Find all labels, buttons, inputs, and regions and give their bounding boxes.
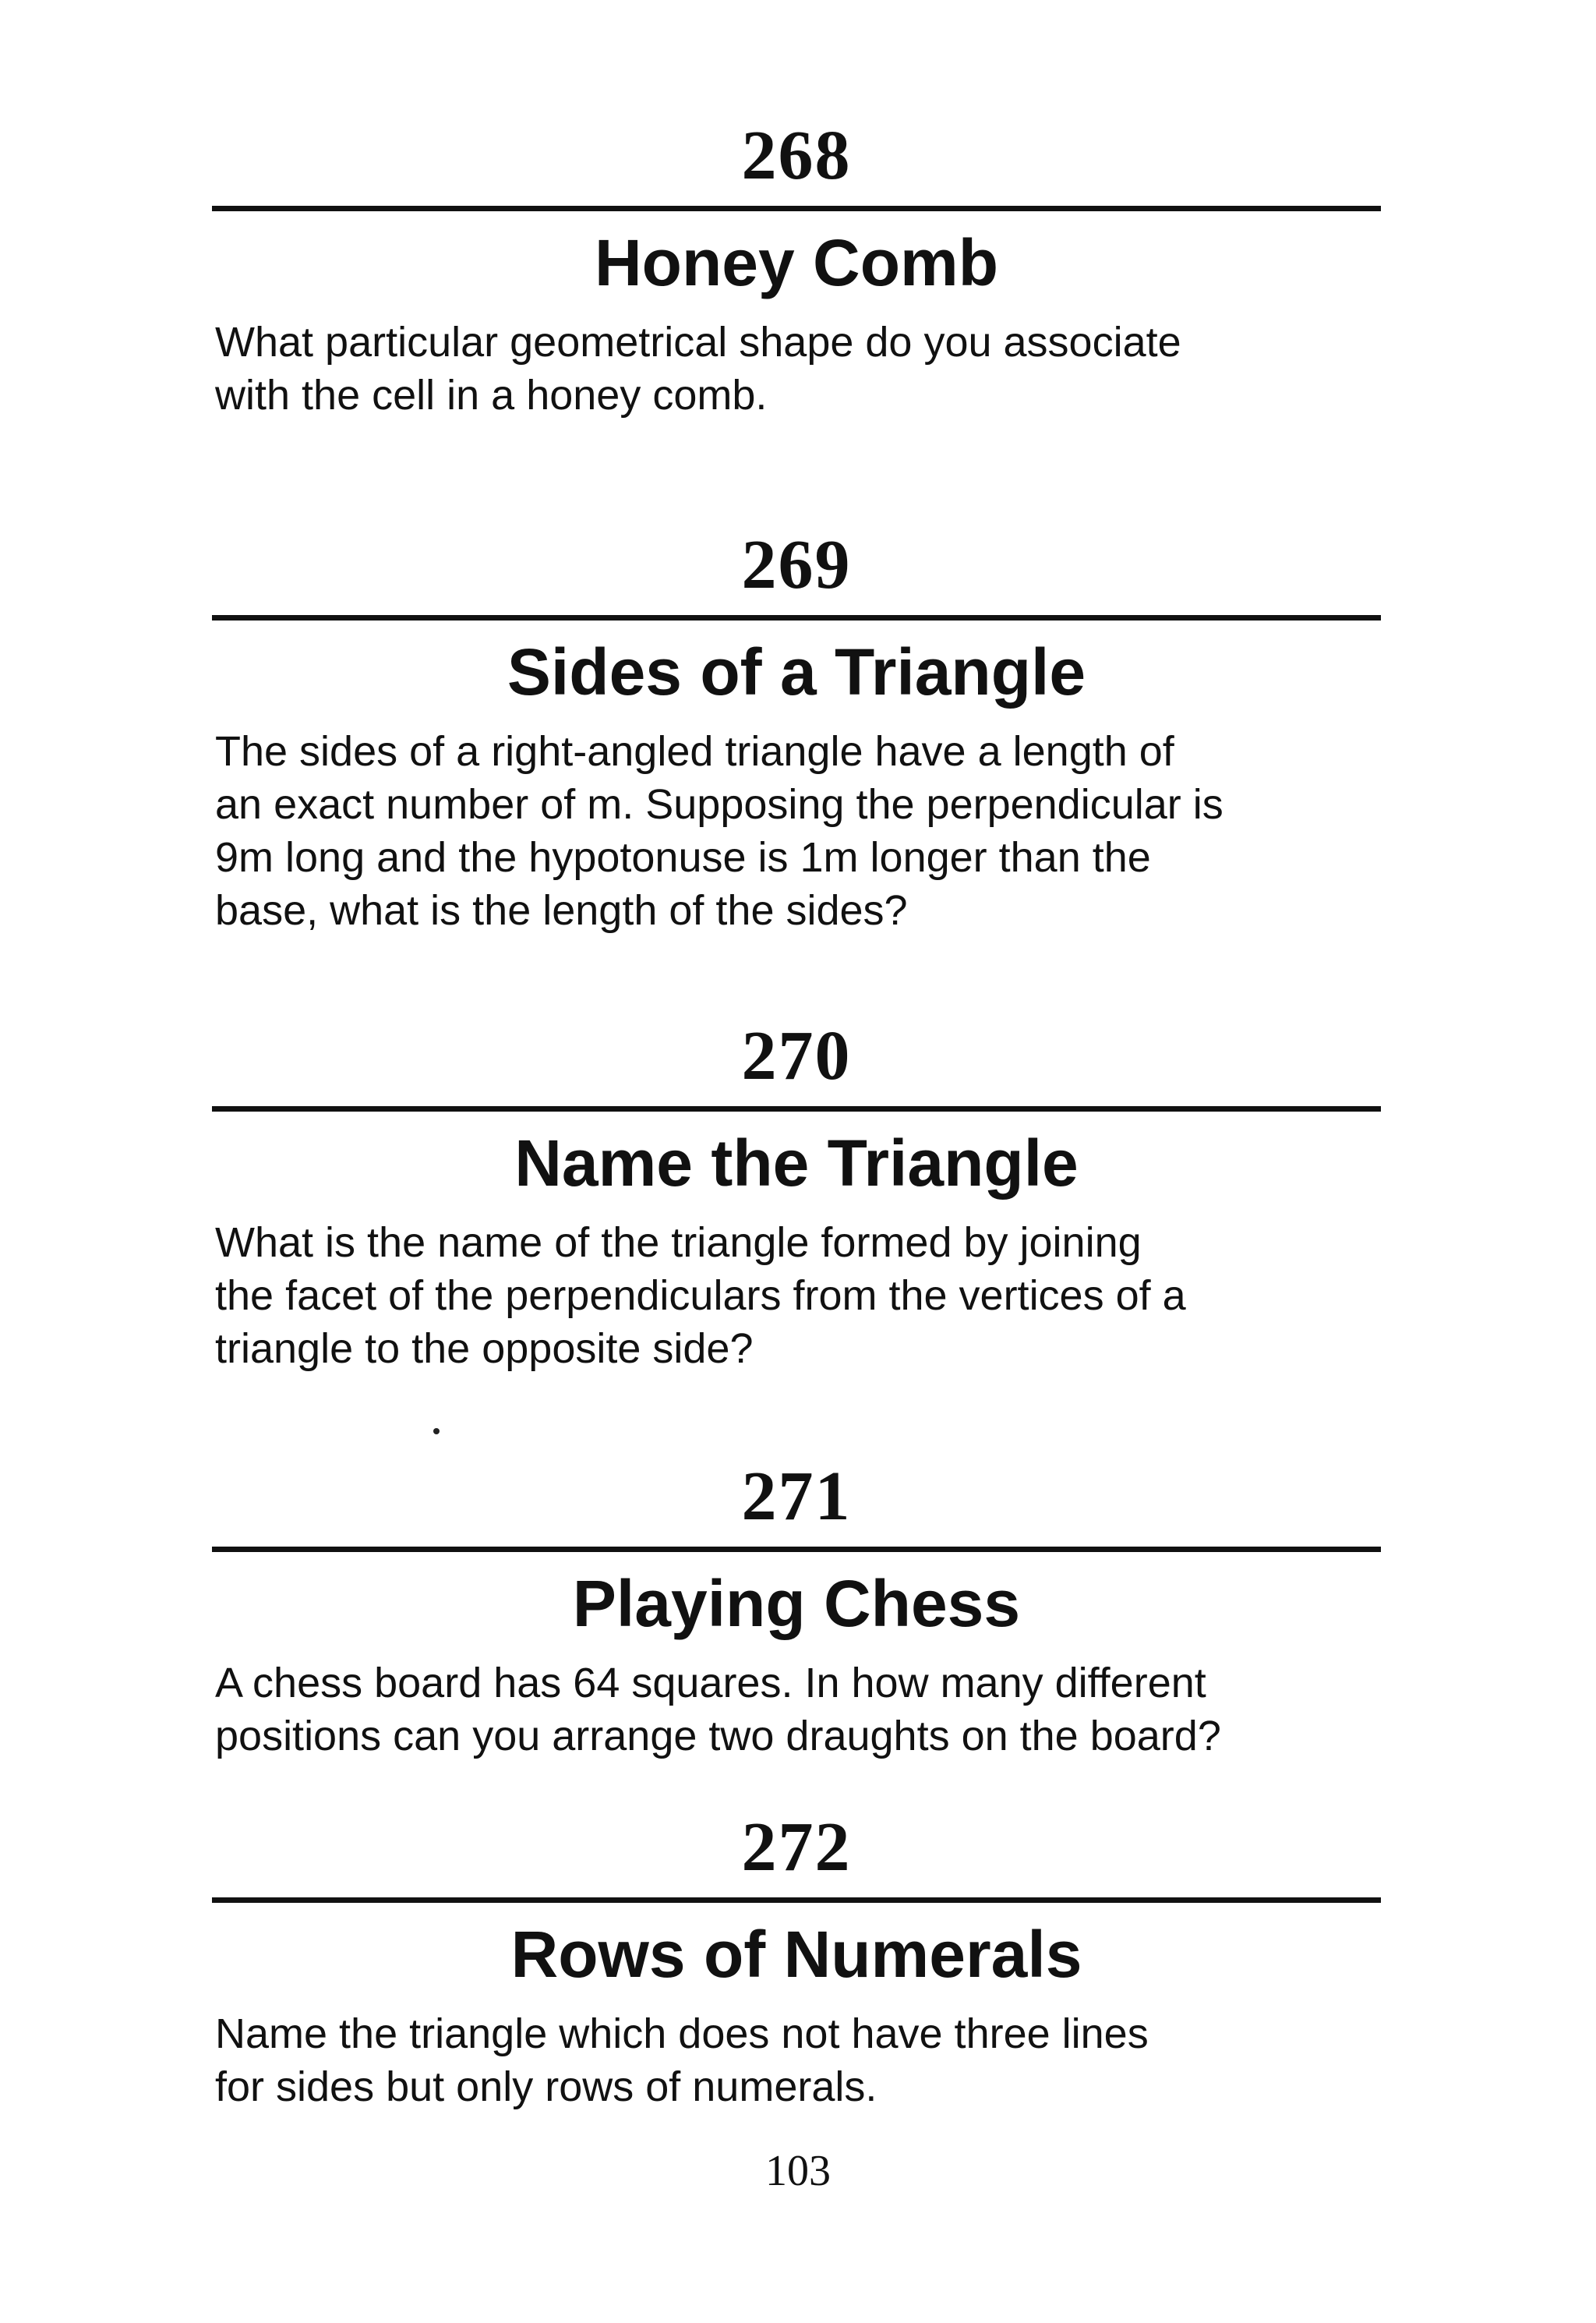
puzzle-number: 272 bbox=[741, 1809, 852, 1886]
puzzle-title: Honey Comb bbox=[594, 226, 999, 299]
divider-rule bbox=[212, 1106, 1381, 1112]
text-line: 9m long and the hypotonuse is 1m longer than the bbox=[215, 834, 1151, 881]
puzzle-271 bbox=[212, 1458, 1381, 1763]
text-line: triangle to the opposite side? bbox=[215, 1325, 754, 1372]
text-line: base, what is the length of the sides? bbox=[215, 887, 908, 934]
puzzle-number: 269 bbox=[741, 526, 852, 603]
divider-rule bbox=[212, 206, 1381, 211]
puzzle-270 bbox=[212, 1017, 1381, 1375]
puzzle-number: 271 bbox=[741, 1458, 852, 1535]
text-line: What is the name of the triangle formed by joining bbox=[215, 1219, 1142, 1266]
puzzle-269 bbox=[212, 526, 1381, 937]
puzzle-text bbox=[212, 1657, 1381, 1763]
divider-rule bbox=[212, 1897, 1381, 1903]
puzzle-text bbox=[212, 1216, 1381, 1375]
puzzle-text bbox=[212, 725, 1381, 937]
text-line: an exact number of m. Supposing the perpendicular is bbox=[215, 781, 1223, 828]
text-line: The sides of a right-angled triangle have a length of bbox=[215, 728, 1174, 775]
text-line: for sides but only rows of numerals. bbox=[215, 2063, 877, 2110]
ink-speck bbox=[433, 1428, 440, 1434]
puzzle-title: Name the Triangle bbox=[514, 1126, 1079, 1200]
puzzle-text bbox=[212, 316, 1381, 422]
text-line: A chess board has 64 squares. In how many different bbox=[215, 1660, 1206, 1706]
puzzle-number: 268 bbox=[741, 117, 852, 194]
text-line: with the cell in a honey comb. bbox=[215, 372, 768, 419]
puzzle-text bbox=[212, 2007, 1381, 2113]
puzzle-title: Playing Chess bbox=[572, 1567, 1021, 1640]
puzzle-number: 270 bbox=[741, 1017, 852, 1094]
text-line: positions can you arrange two draughts on the board? bbox=[215, 1713, 1221, 1759]
divider-rule bbox=[212, 1547, 1381, 1552]
puzzle-title: Sides of a Triangle bbox=[507, 635, 1086, 709]
text-line: What particular geometrical shape do you associate bbox=[215, 319, 1181, 366]
puzzle-272 bbox=[212, 1809, 1381, 2113]
divider-rule bbox=[212, 615, 1381, 621]
text-line: the facet of the perpendiculars from the vertices of a bbox=[215, 1272, 1186, 1319]
page-number: 103 bbox=[765, 2147, 831, 2195]
text-line: Name the triangle which does not have three lines bbox=[215, 2010, 1149, 2057]
puzzle-title: Rows of Numerals bbox=[510, 1918, 1082, 1991]
puzzle-268 bbox=[212, 117, 1381, 422]
